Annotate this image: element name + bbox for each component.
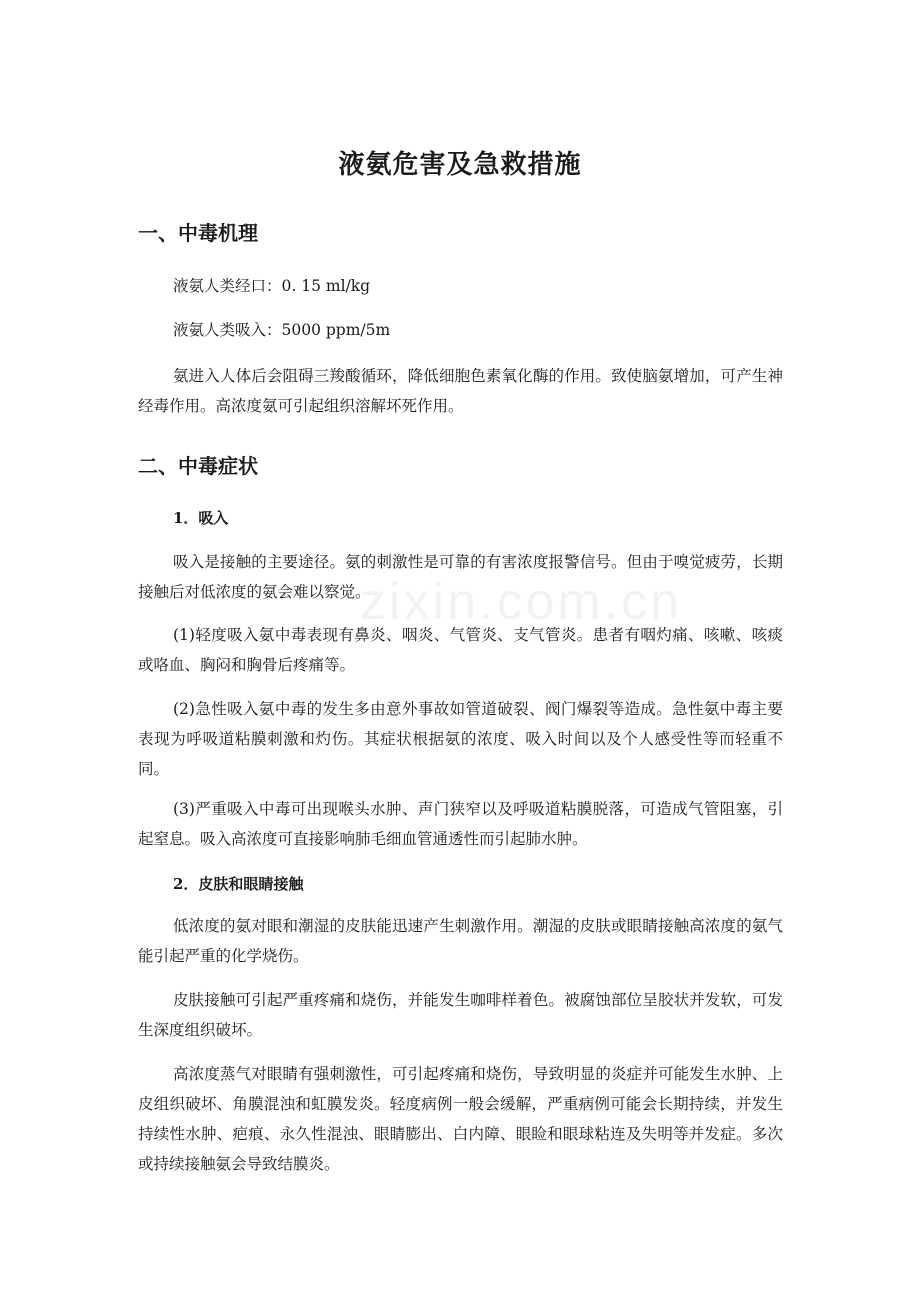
inhalation-paragraph-3: (2)急性吸入氨中毒的发生多由意外事故如管道破裂、阀门爆裂等造成。急性氨中毒主要表现为呼吸道粘膜刺激和灼伤。其症状根据氨的浓度、吸入时间以及个人感受性等而轻重不同。 — [138, 700, 783, 778]
subheading-skin-eye: 2．皮肤和眼睛接触 — [173, 875, 304, 893]
watermark: zixin.com.cn — [360, 573, 683, 631]
section-heading-symptoms: 二、中毒症状 — [138, 454, 258, 478]
inhalation-paragraph-1: 吸入是接触的主要途径。氨的刺激性是可靠的有害浓度报警信号。但由于嗅觉疲劳，长期接触后对低浓度的氨会难以察觉。 — [138, 553, 783, 601]
skin-eye-paragraph-3: 高浓度蒸气对眼睛有强刺激性，可引起疼痛和烧伤，导致明显的炎症并可能发生水肿、上皮组织破坏、角膜混浊和虹膜发炎。轻度病例一般会缓解，严重病例可能会长期持续，并发生持续性水肿、疤痕、永久性混浊、眼睛膨出、白内障、眼睑和眼球粘连及失明等并发症。多次或持续接触氨会导致结膜炎。 — [138, 1065, 783, 1173]
inhale-dose-text: 液氨人类吸入：5000 ppm/5m — [173, 321, 391, 339]
page-title: 液氨危害及急救措施 — [338, 150, 582, 180]
inhalation-paragraph-2: (1)轻度吸入氨中毒表现有鼻炎、咽炎、气管炎、支气管炎。患者有咽灼痛、咳嗽、咳痰或咯血、胸闷和胸骨后疼痛等。 — [138, 626, 783, 674]
inhalation-paragraph-4: (3)严重吸入中毒可出现喉头水肿、声门狭窄以及呼吸道粘膜脱落，可造成气管阻塞，引起窒息。吸入高浓度可直接影响肺毛细血管通透性而引起肺水肿。 — [138, 800, 783, 848]
mechanism-paragraph: 氨进入人体后会阻碍三羧酸循环，降低细胞色素氧化酶的作用。致使脑氨增加，可产生神经毒作用。高浓度氨可引起组织溶解坏死作用。 — [138, 367, 783, 415]
oral-dose-text: 液氨人类经口：0. 15 ml/kg — [173, 277, 371, 295]
skin-eye-paragraph-2: 皮肤接触可引起严重疼痛和烧伤，并能发生咖啡样着色。被腐蚀部位呈胶状并发软，可发生深度组织破坏。 — [138, 991, 783, 1039]
subheading-inhalation: 1．吸入 — [173, 509, 229, 527]
section-heading-mechanism: 一、中毒机理 — [138, 221, 258, 245]
skin-eye-paragraph-1: 低浓度的氨对眼和潮湿的皮肤能迅速产生刺激作用。潮湿的皮肤或眼睛接触高浓度的氨气能引起严重的化学烧伤。 — [138, 917, 783, 965]
